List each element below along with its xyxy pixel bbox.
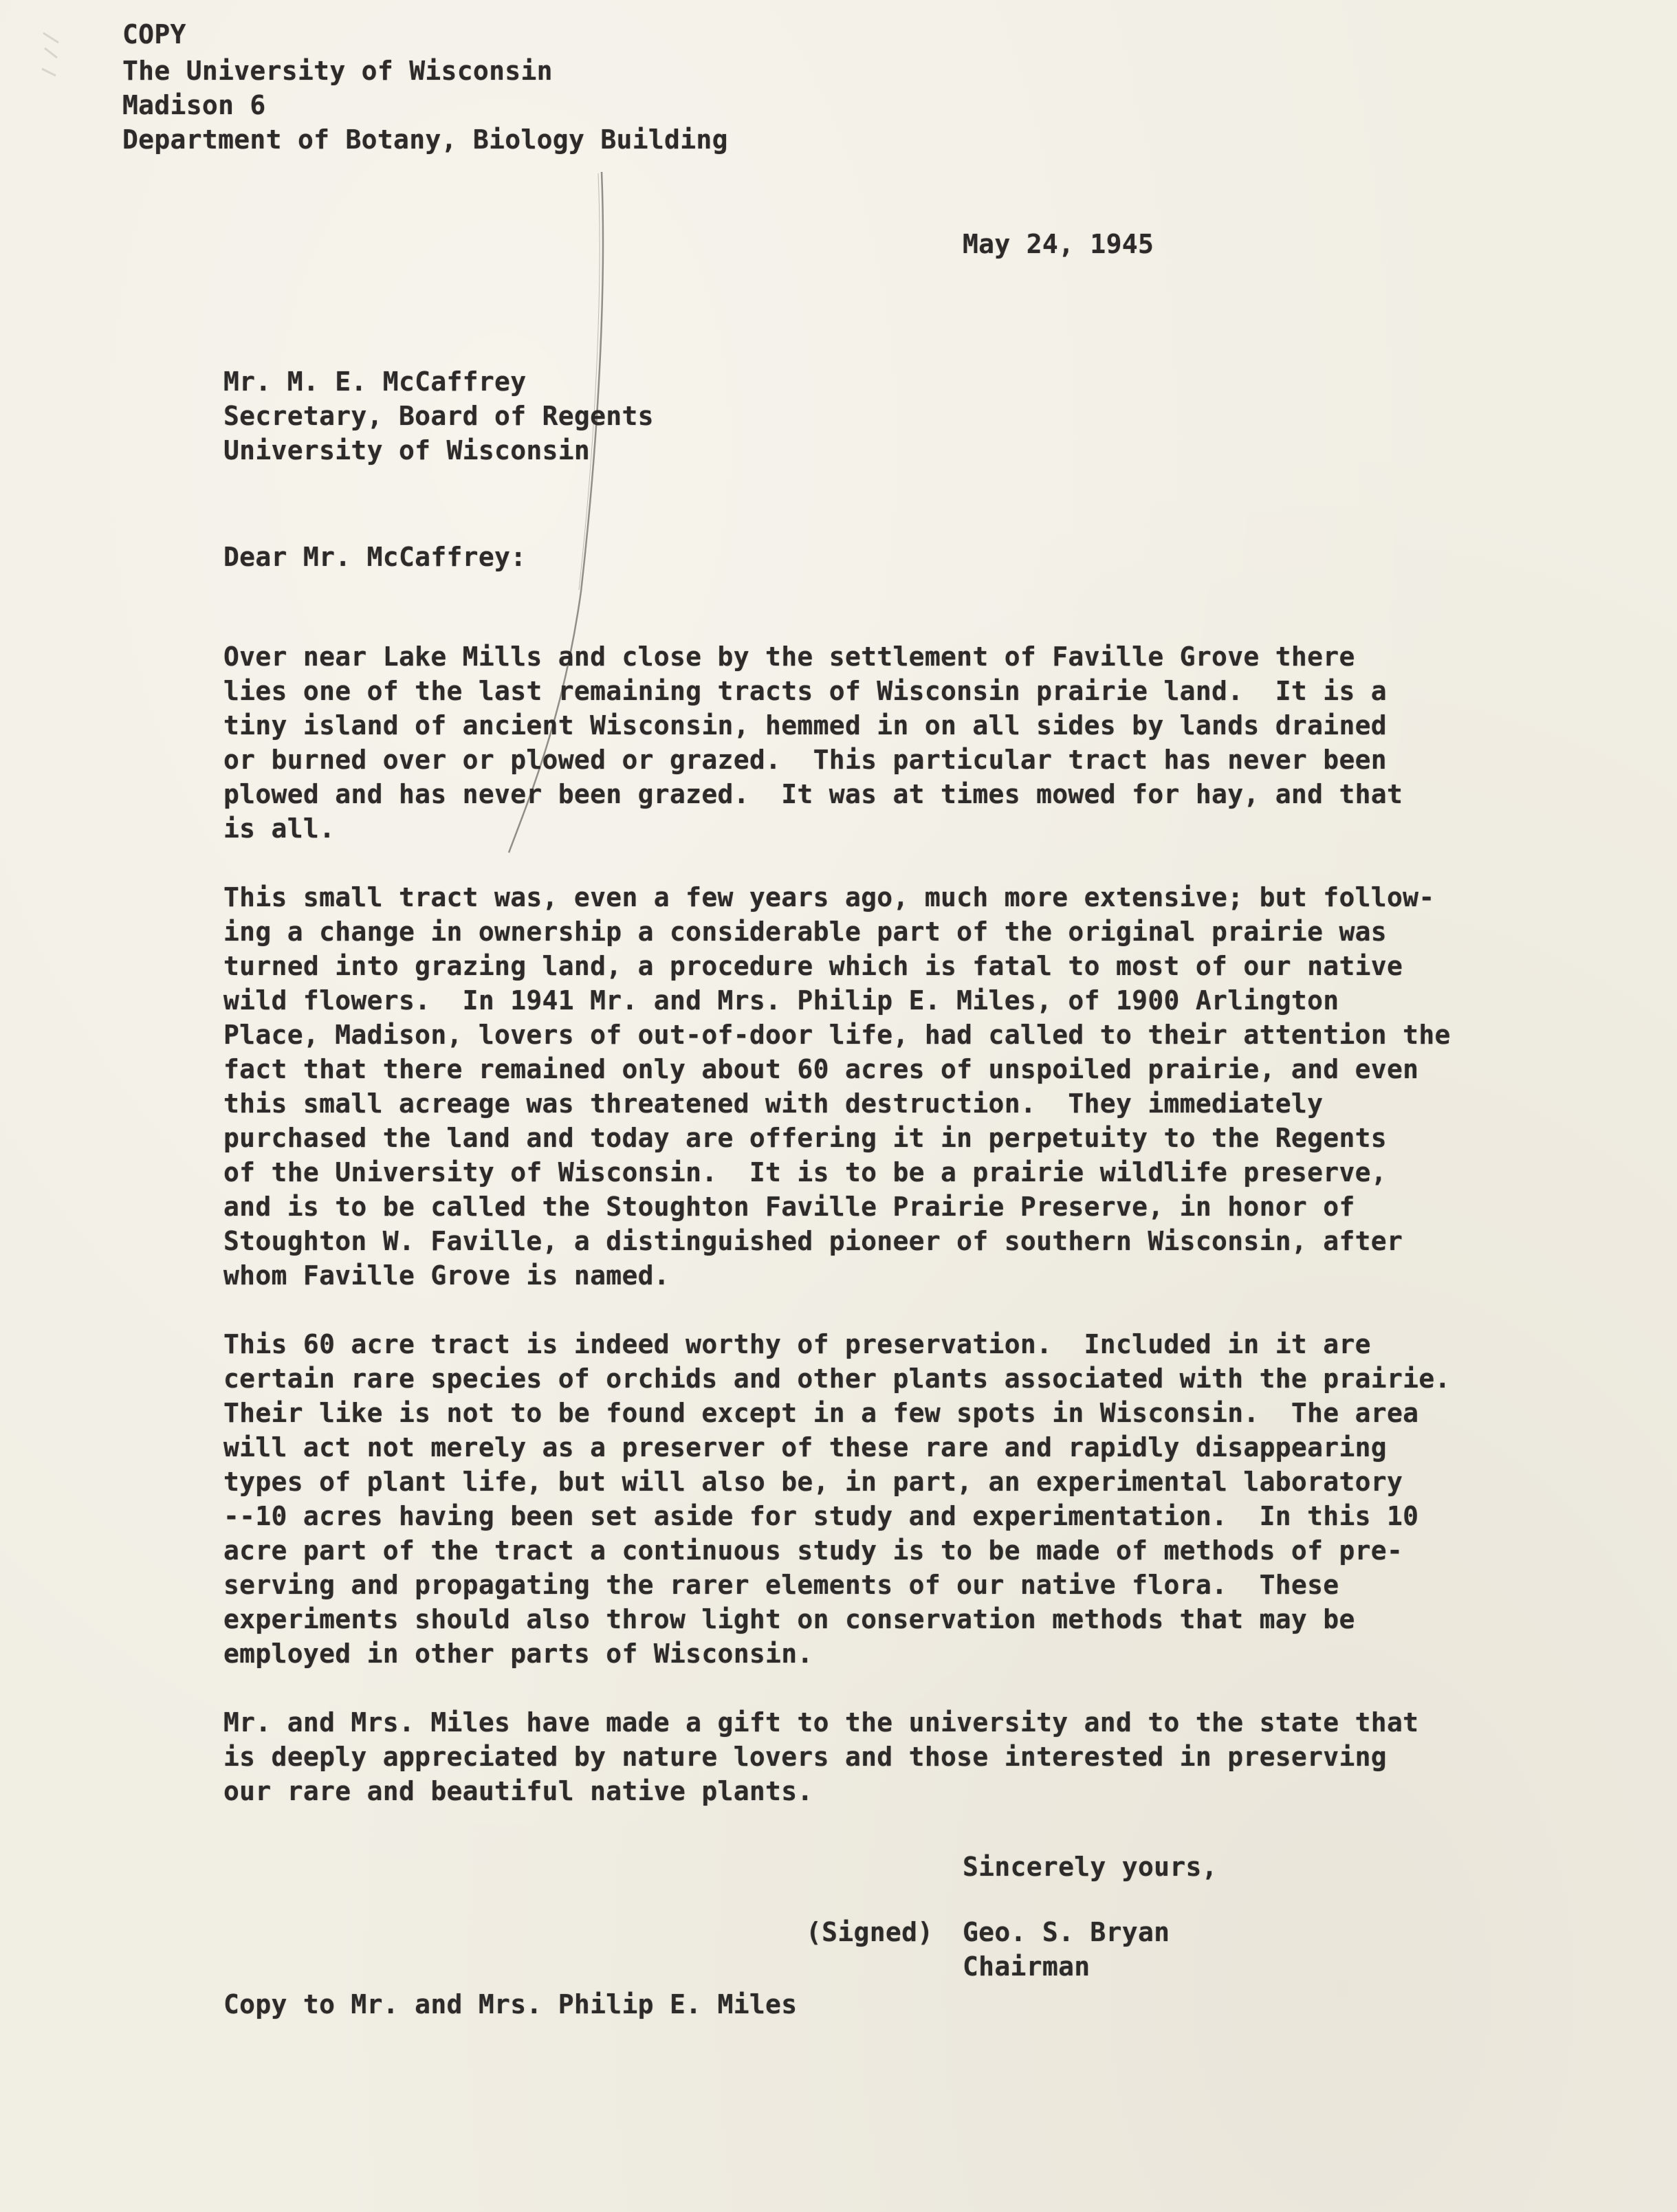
paragraph-line: whom Faville Grove is named.: [223, 1260, 670, 1291]
paragraph-line: This 60 acre tract is indeed worthy of preservation. Included in it are: [223, 1329, 1371, 1359]
paragraph-line: fact that there remained only about 60 acres of unspoiled prairie, and even: [223, 1054, 1419, 1084]
paragraph-line: of the University of Wisconsin. It is to be a prairie wildlife preserve,: [223, 1157, 1387, 1187]
paragraph-line: --10 acres having been set aside for study and experimentation. In this 10: [223, 1501, 1419, 1531]
paragraph-line: this small acreage was threatened with destruction. They immediately: [223, 1088, 1324, 1119]
signed-label: (Signed): [806, 1917, 934, 1947]
paragraph-line: certain rare species of orchids and other plants associated with the prairie.: [223, 1364, 1451, 1394]
signer-name: Geo. S. Bryan: [963, 1917, 1170, 1947]
recipient-title: Secretary, Board of Regents: [223, 401, 654, 431]
paragraph-line: is deeply appreciated by nature lovers and those interested in preserving: [223, 1742, 1387, 1772]
paragraph-line: lies one of the last remaining tracts of Wisconsin prairie land. It is a: [223, 676, 1387, 706]
paragraph-line: or burned over or plowed or grazed. This particular tract has never been: [223, 745, 1387, 775]
letter-date: May 24, 1945: [963, 229, 1154, 259]
paragraph-line: our rare and beautiful native plants.: [223, 1776, 813, 1806]
paragraph-line: plowed and has never been grazed. It was at times mowed for hay, and that: [223, 779, 1403, 809]
paragraph-line: Over near Lake Mills and close by the settlement of Faville Grove there: [223, 642, 1355, 672]
salutation: Dear Mr. McCaffrey:: [223, 542, 527, 572]
paragraph-line: is all.: [223, 813, 336, 844]
recipient-organization: University of Wisconsin: [223, 435, 591, 466]
paragraph-line: tiny island of ancient Wisconsin, hemmed in on all sides by lands drained: [223, 710, 1387, 741]
paragraph-line: experiments should also throw light on conservation methods that may be: [223, 1604, 1355, 1634]
department-line: Department of Botany, Biology Building: [122, 124, 728, 155]
copy-label: COPY: [122, 19, 186, 50]
paragraph-line: Place, Madison, lovers of out-of-door life, had called to their attention the: [223, 1020, 1451, 1050]
cc-line: Copy to Mr. and Mrs. Philip E. Miles: [223, 1989, 798, 2019]
institution-city: Madison 6: [122, 90, 266, 120]
paragraph-line: and is to be called the Stoughton Faville Prairie Preserve, in honor of: [223, 1192, 1355, 1222]
closing: Sincerely yours,: [963, 1852, 1218, 1882]
paragraph-line: serving and propagating the rarer elements of our native flora. These: [223, 1570, 1339, 1600]
paragraph-line: purchased the land and today are offering it in perpetuity to the Regents: [223, 1123, 1387, 1153]
paragraph-line: will act not merely as a preserver of these rare and rapidly disappearing: [223, 1432, 1387, 1463]
paragraph-line: Mr. and Mrs. Miles have made a gift to the university and to the state that: [223, 1707, 1419, 1738]
paragraph-line: types of plant life, but will also be, in part, an experimental laboratory: [223, 1467, 1403, 1497]
paragraph-line: turned into grazing land, a procedure which is fatal to most of our native: [223, 951, 1403, 981]
paragraph-line: Their like is not to be found except in a few spots in Wisconsin. The area: [223, 1398, 1419, 1428]
recipient-name: Mr. M. E. McCaffrey: [223, 366, 527, 397]
paragraph-line: acre part of the tract a continuous study is to be made of methods of pre-: [223, 1535, 1403, 1566]
signer-title: Chairman: [963, 1951, 1090, 1982]
institution-name: The University of Wisconsin: [122, 56, 553, 86]
paragraph-line: employed in other parts of Wisconsin.: [223, 1639, 813, 1669]
paragraph-line: ing a change in ownership a considerable part of the original prairie was: [223, 917, 1387, 947]
paragraph-line: Stoughton W. Faville, a distinguished pioneer of southern Wisconsin, after: [223, 1226, 1403, 1256]
paragraph-line: wild flowers. In 1941 Mr. and Mrs. Philip E. Miles, of 1900 Arlington: [223, 985, 1339, 1016]
paragraph-line: This small tract was, even a few years ago, much more extensive; but follow-: [223, 882, 1435, 912]
